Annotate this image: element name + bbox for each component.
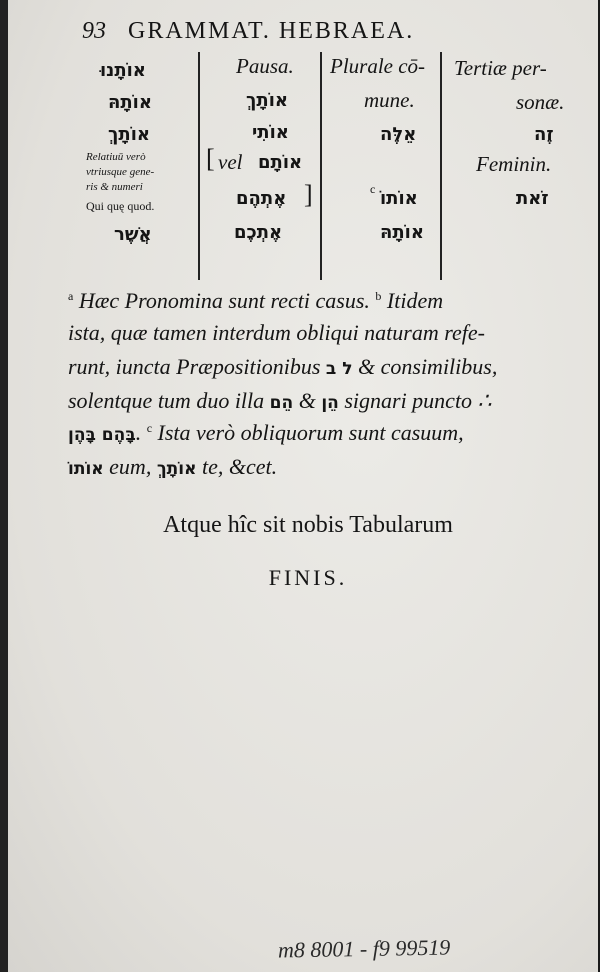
scan-edge	[0, 0, 8, 972]
note-sup-c: c	[146, 421, 153, 435]
closing-finis: FINIS.	[268, 565, 348, 590]
table-rule-2	[320, 52, 322, 280]
relative-note-1: Relatiuū verò	[86, 151, 146, 163]
col1-row3: אוֹתָךְ	[108, 124, 150, 145]
col3-sup-c: c	[370, 182, 376, 196]
note-line-4-hebrew-1: הֵם	[269, 393, 294, 413]
col3-row3: אוֹתָהּ	[380, 222, 424, 243]
note-line-4-hebrew-2: הֵן	[321, 393, 339, 413]
col4-head2: sonæ.	[516, 90, 565, 114]
col2-row3-vel: vel	[218, 150, 243, 174]
col4-head1: Tertiæ per-	[454, 56, 547, 80]
col1-asher: אֲשֶׁר	[114, 224, 152, 245]
note-line-1a: Hæc Pronomina sunt recti casus.	[78, 288, 370, 313]
col2-row4: אֶתְהֶם	[236, 188, 287, 209]
col1-row1: אוֹתָנוּ	[100, 60, 146, 81]
note-line-5b: Ista verò obliquorum sunt casuum,	[157, 420, 464, 445]
col4-row3: זֹאת	[516, 188, 549, 209]
col2-row2: אוֹתִי	[252, 122, 289, 143]
col3-head2: mune.	[364, 88, 415, 112]
note-line-6a: eum,	[109, 454, 152, 479]
col2-row5: אֶתְכֶם	[234, 222, 283, 243]
col4-row2: Feminin.	[476, 152, 552, 176]
book-page	[8, 0, 598, 972]
col3-row2: אוֹתוֹ	[380, 188, 418, 209]
col3-row1: אֵלֶּה	[380, 124, 417, 145]
note-line-3-hebrew: ל ב	[325, 359, 353, 379]
col3-head1: Plurale cō-	[330, 54, 426, 78]
note-line-4a: solentque tum duo illa	[68, 388, 265, 413]
note-line-4	[68, 388, 568, 414]
note-line-5-hebrew: בָּהֶם בָּהֶן	[68, 425, 136, 445]
closing-line-1: Atque hîc sit nobis Tabularum	[163, 512, 453, 538]
note-sup-a: a	[68, 289, 74, 303]
header-title: GRAMMAT. HEBRAEA.	[128, 18, 415, 44]
running-header	[82, 18, 414, 45]
table-rule-1	[198, 52, 200, 280]
note-line-6b: te, &cet.	[201, 454, 278, 479]
note-line-6-hebrew-2: אוֹתָךְ	[156, 459, 197, 479]
page-number: 93	[82, 18, 106, 44]
note-line-4b: signari puncto ∴	[344, 388, 492, 413]
table-rule-3	[440, 52, 442, 280]
col2-head: Pausa.	[236, 54, 294, 78]
note-sup-b: b	[375, 289, 382, 303]
relative-note-3: ris & numeri	[86, 181, 143, 193]
col4-row1: זֶה	[534, 124, 554, 145]
note-line-3	[68, 354, 568, 380]
note-line-4-mid: &	[298, 388, 316, 413]
note-line-3a: runt, iuncta Præpositionibus	[68, 354, 321, 379]
note-line-2: ista, quæ tamen interdum obliqui naturam refe-	[68, 320, 485, 345]
note-line-5: בָּהֶם בָּהֶן. $^c$ Ista verò obliquorum sunt casuum,	[68, 420, 464, 445]
note-line-6-hebrew-1: אוֹתוֹ	[68, 459, 104, 479]
bracket-right-1: ]	[304, 180, 313, 209]
col1-row2: אוֹתָהּ	[108, 92, 152, 113]
note-line-1	[68, 288, 568, 314]
relative-note-4: Qui quę quod.	[86, 199, 155, 213]
relative-note-2: vtriusque gene-	[86, 166, 155, 178]
handwritten-annotation: m8 8001 - f9 99519	[277, 934, 451, 963]
bracket-left-1: [	[206, 144, 215, 173]
note-line-1b: Itidem	[386, 288, 444, 313]
note-line-6	[68, 454, 568, 480]
col2-row1: אוֹתָךְ	[246, 90, 288, 111]
note-line-3b: & consimilibus,	[358, 354, 498, 379]
col2-row3: אוֹתָם	[258, 152, 303, 173]
